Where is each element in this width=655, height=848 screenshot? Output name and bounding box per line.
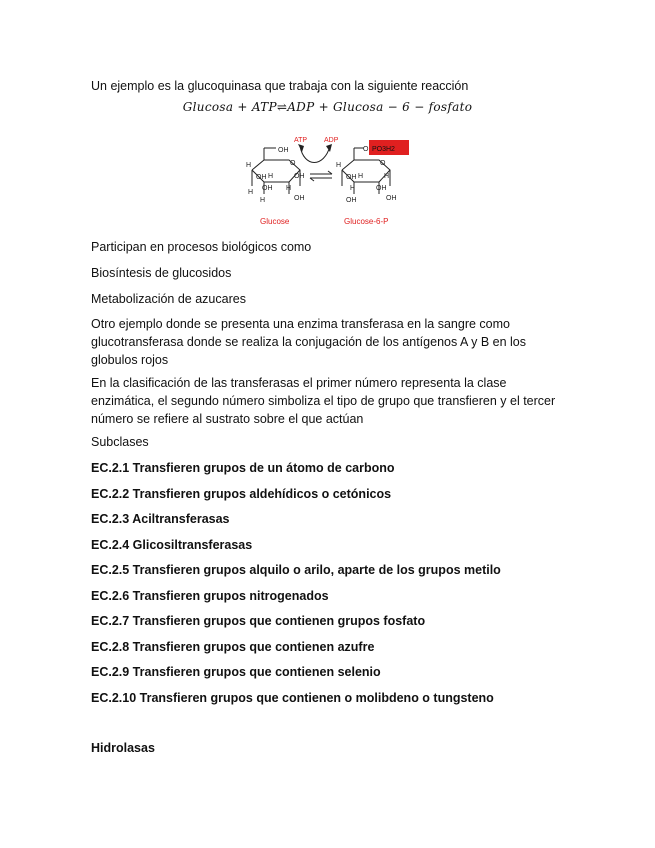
subclass-item: EC.2.3 Aciltransferasas	[91, 512, 230, 526]
h-label: H	[260, 197, 266, 204]
oh-label: OH	[256, 174, 267, 181]
intro-text: Un ejemplo es la glucoquinasa que trabaja con la siguiente reacción	[91, 79, 469, 93]
oh-label: OH	[262, 185, 273, 192]
oh-label: OH	[376, 185, 387, 192]
paragraph-subclases: Subclases	[91, 435, 149, 449]
phosphate-label: PO3H2	[372, 146, 395, 153]
subclass-item: EC.2.7 Transfieren grupos que contienen grupos fosfato	[91, 614, 426, 628]
paragraph-clasificacion: En la clasificación de las transferasas el primer número representa la clase enzimática, el segundo número simboliza el tipo de grupo que transfieren y el tercer número se refiere al sustrato sobre el que actúan	[91, 376, 556, 426]
subclass-item: EC.2.9 Transfieren grupos que contienen selenio	[91, 665, 381, 679]
cofactor-arc	[300, 146, 330, 163]
subclass-item: EC.2.10 Transfieren grupos que contienen o molibdeno o tungsteno	[91, 691, 494, 705]
glucose-label: Glucose	[260, 217, 290, 226]
h-label: H	[384, 173, 390, 180]
ring-oxygen-label: O	[290, 160, 296, 167]
atp-label: ATP	[294, 137, 308, 144]
subclass-item: EC.2.4 Glicosiltransferasas	[91, 538, 253, 552]
glucose-ring	[252, 148, 300, 194]
h-label: H	[358, 173, 364, 180]
oh-label: OH	[278, 147, 289, 154]
subclass-item: EC.2.1 Transfieren grupos de un átomo de carbono	[91, 461, 395, 475]
h-label: H	[268, 173, 274, 180]
section-heading-hidrolasas: Hidrolasas	[91, 741, 155, 755]
oh-label: OH	[294, 195, 305, 202]
h-label: H	[246, 162, 252, 169]
subclass-item: EC.2.2 Transfieren grupos aldehídicos o cetónicos	[91, 487, 392, 501]
oh-label: OH	[346, 174, 357, 181]
subclass-item: EC.2.8 Transfieren grupos que contienen azufre	[91, 640, 375, 654]
paragraph-metabolizacion: Metabolización de azucares	[91, 292, 246, 306]
h-label: H	[350, 185, 356, 192]
h-label: H	[286, 185, 292, 192]
oh-label: OH	[294, 173, 305, 180]
reaction-figure	[234, 130, 414, 230]
reaction-equation: Glucosa + ATP⇌ADP + Glucosa − 6 − fosfato	[182, 100, 473, 114]
ring-oxygen-label: O	[380, 160, 386, 167]
h-label: H	[336, 162, 342, 169]
adp-label: ADP	[324, 137, 339, 144]
arc-arrowhead	[326, 144, 332, 152]
oh-label: OH	[346, 197, 357, 204]
glucose-phosphorylation-diagram	[234, 130, 414, 230]
paragraph-participan: Participan en procesos biológicos como	[91, 240, 312, 254]
paragraph-biosintesis: Biosíntesis de glucosidos	[91, 266, 232, 280]
o-label: O	[363, 146, 369, 153]
glucose-6-p-label: Glucose-6-P	[344, 217, 389, 226]
subclass-item: EC.2.6 Transfieren grupos nitrogenados	[91, 589, 329, 603]
paragraph-otro-ejemplo: Otro ejemplo donde se presenta una enzima transferasa en la sangre como glucotransferasa donde se realiza la conjugación de los antígenos A y B en los globulos rojos	[91, 317, 527, 367]
oh-label: OH	[386, 195, 397, 202]
equilibrium-arrows	[310, 171, 332, 181]
subclass-item: EC.2.5 Transfieren grupos alquilo o arilo, aparte de los grupos metilo	[91, 563, 501, 577]
h-label: H	[248, 189, 254, 196]
